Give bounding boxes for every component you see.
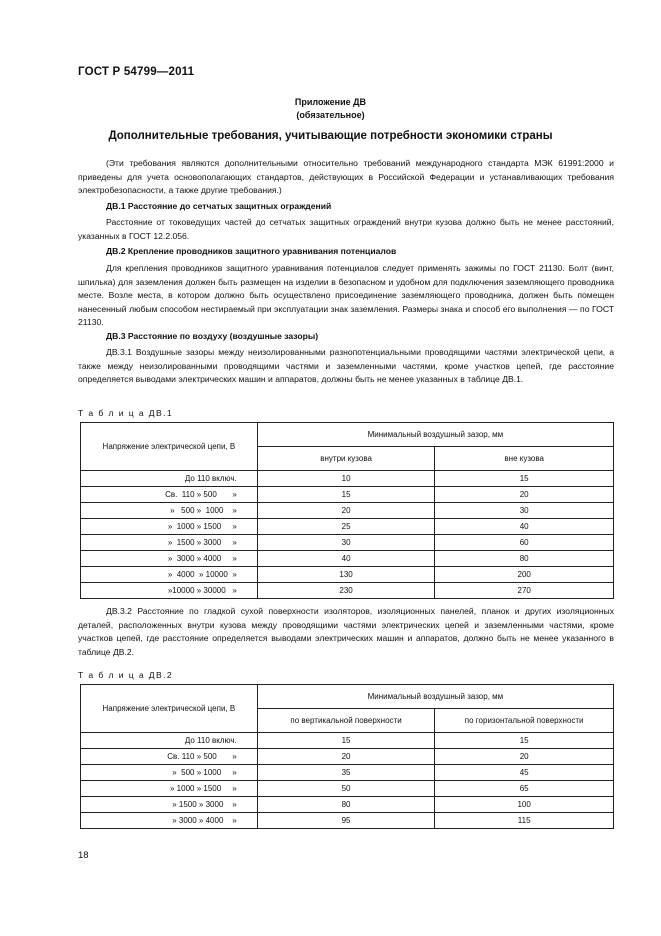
table2-header-voltage: Напряжение электрической цепи, В xyxy=(81,685,258,733)
section-dv1-heading: ДВ.1 Расстояние до сетчатых защитных ограждений xyxy=(106,201,332,211)
table-row: » 1000 » 1500 » 50 65 xyxy=(81,781,614,797)
table-row: » 500 » 1000 » 20 30 xyxy=(81,503,614,519)
page-title: Дополнительные требования, учитывающие потребности экономики страны xyxy=(108,130,553,142)
section-dv3-heading: ДВ.3 Расстояние по воздуху (воздушные зазоры) xyxy=(106,331,319,341)
table1-header-group: Минимальный воздушный зазор, мм xyxy=(257,423,613,447)
section-dv1-text: Расстояние от токоведущих частей до сетчатых защитных ограждений внутри кузова должно быть не менее расстояний, указанных в ГОСТ 12.2.056. xyxy=(78,217,614,241)
table-row: » 500 » 1000 » 35 45 xyxy=(81,765,614,781)
table-dv2 xyxy=(80,684,614,829)
table-row: » 4000 » 10000 » 130 200 xyxy=(81,567,614,583)
table-row: » 3000 » 4000 » 40 80 xyxy=(81,551,614,567)
table1-header-voltage: Напряжение электрической цепи, В xyxy=(81,423,258,471)
table-row: Св. 110 » 500 » 20 20 xyxy=(81,749,614,765)
table-row: » 1500 » 3000 » 80 100 xyxy=(81,797,614,813)
table-row: До 110 включ. 15 15 xyxy=(81,733,614,749)
table1-header-outside: вне кузова xyxy=(435,447,614,471)
table-row: »10000 » 30000 » 230 270 xyxy=(81,583,614,599)
document-header: ГОСТ Р 54799—2011 xyxy=(78,66,195,78)
table1-header-inside: внутри кузова xyxy=(257,447,435,471)
table2-caption: Т а б л и ц а ДВ.2 xyxy=(78,670,174,680)
intro-paragraph: (Эти требования являются дополнительными относительно требований международного стандарта МЭК 61991:2000 и приведены для учета основополагающих стандартов, действующих в Российской Федерации и устанавливающих требования электробезопасности, а также другие требования.) xyxy=(78,158,614,195)
appendix-label: Приложение ДВ xyxy=(294,97,367,107)
table2-header-horizontal: по горизонтальной поверхности xyxy=(435,709,614,733)
table-row: » 3000 » 4000 » 95 115 xyxy=(81,813,614,829)
table-dv1 xyxy=(80,422,614,599)
table2-header-vertical: по вертикальной поверхности xyxy=(257,709,435,733)
table2-header-group: Минимальный воздушный зазор, мм xyxy=(257,685,613,709)
section-dv2-heading: ДВ.2 Крепление проводников защитного уравнивания потенциалов xyxy=(106,246,397,256)
table-row: » 1500 » 3000 » 30 60 xyxy=(81,535,614,551)
section-dv2-text: Для крепления проводников защитного уравнивания потенциалов следует применять зажимы по ГОСТ 21130. Болт (винт, шпилька) для заземления должен быть размещен на изделии в безопасном и удобном для подключения заземляющего проводника месте. Возле места, в котором должно быть осуществлено присоединение заземляющего проводника, должен быть помещен нанесенный любым способом нестираемый при эксплуатации знак заземления. Размеры знака и способ его выполнения — по ГОСТ 21130. xyxy=(78,263,614,327)
page-number: 18 xyxy=(78,850,89,861)
section-dv3-paragraph-2: ДВ.3.2 Расстояние по гладкой сухой поверхности изоляторов, изоляционных панелей, планок и других изоляционных деталей, расположенных внутри кузова между проводящими частями электрических цепей и заземленными частями, кроме участков цепей, где расстояние определяется выводами электрических машин и аппаратов, должно быть не менее указанного в таблице ДВ.2. xyxy=(78,606,614,657)
section-dv3-paragraph-1: ДВ.3.1 Воздушные зазоры между неизолированными разнопотенциальными проводящими частями электрической цепи, а также между неизолированными проводящими частями и заземленными частями, кроме участков цепей, где расстояние определяется выводами электрических машин и аппаратов, должны быть не менее указанных в таблице ДВ.1. xyxy=(78,347,614,384)
appendix-status: (обязательное) xyxy=(296,110,365,120)
table-row: » 1000 » 1500 » 25 40 xyxy=(81,519,614,535)
table-row: Св. 110 » 500 » 15 20 xyxy=(81,487,614,503)
table-row: До 110 включ. 10 15 xyxy=(81,471,614,487)
table1-caption: Т а б л и ц а ДВ.1 xyxy=(78,408,174,418)
